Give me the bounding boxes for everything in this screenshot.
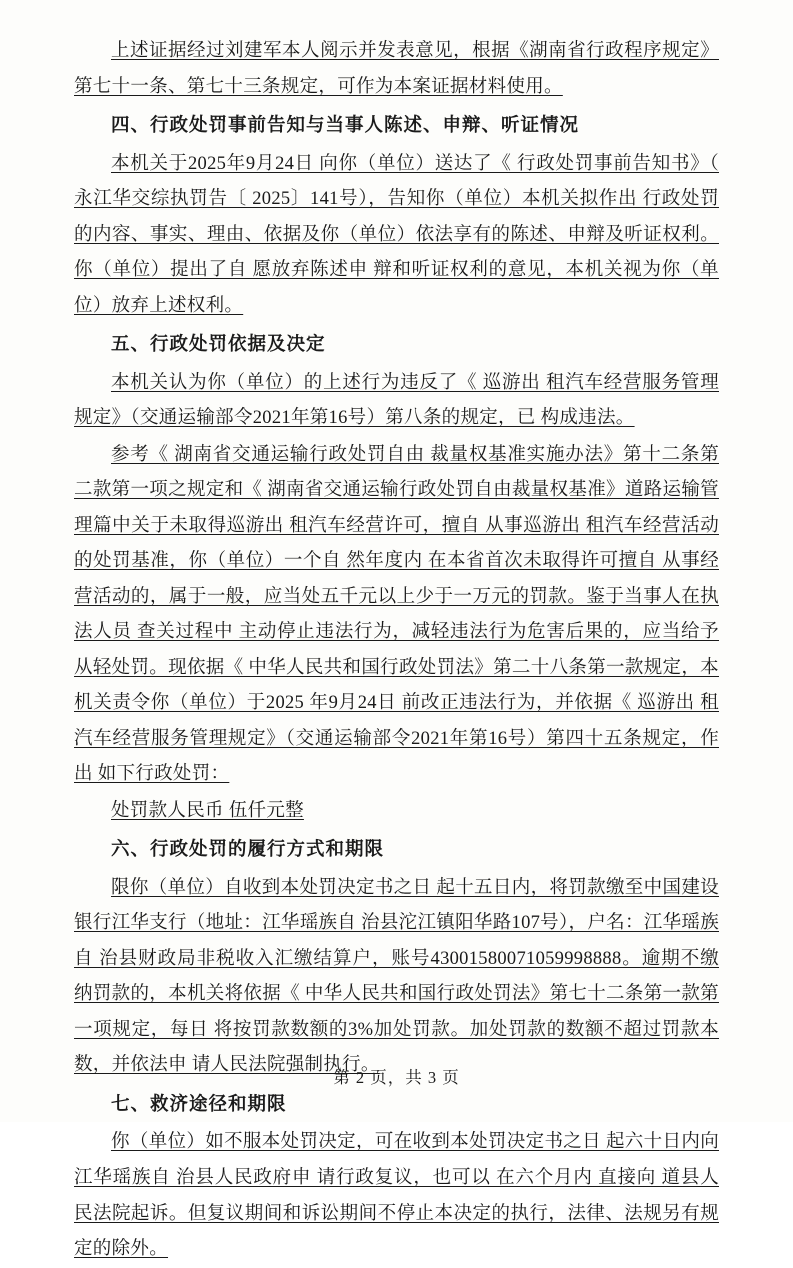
page-footer: 第 2 页，共 3 页 xyxy=(333,1068,460,1087)
heading-section-five: 五、行政处罚依据及决定 xyxy=(111,335,326,356)
paragraph-section-five-basis: 本机关认为你（单位）的上述行为违反了《 巡游出 租汽车经营服务管理规定》（交通运输部令2021年第16号）第八条的规定，已 构成违法。 xyxy=(74,372,719,429)
paragraph-evidence-confirmation: 上述证据经过刘建军本人阅示并发表意见，根据《湖南省行政程序规定》第七十一条、第七十三条规定，可作为本案证据材料使用。 xyxy=(74,41,719,97)
paragraph-penalty-amount: 处罚款人民币 伍仟元整 xyxy=(111,800,304,821)
paragraph-section-six-body: 限你（单位）自收到本处罚决定书之日 起十五日内，将罚款缴至中国建设银行江华支行（地址：江华瑶族自 治县沱江镇阳华路107号），户名：江华瑶族自 治县财政局非税收入汇缴结算户，账号43001580071059998888。逾期不缴纳罚款的，本机关将依据《 中华人民共和国行政处罚法》第七十二条第一款第一项规定，每日 将按罚款数额的3%加处罚款。加处罚款的数额不超过罚款本数，并依法申 请人民法院强制执行。 xyxy=(74,877,719,1076)
heading-section-six: 六、行政处罚的履行方式和期限 xyxy=(111,840,385,861)
paragraph-section-seven-body: 你（单位）如不服本处罚决定，可在收到本处罚决定书之日 起六十日内向江华瑶族自 治县人民政府申 请行政复议，也可以 在六个月内 直接向 道县人民法院起诉。但复议期间和诉讼期间不停止本决定的执行，法律、法规另有规定的除外。 xyxy=(74,1132,719,1260)
heading-section-seven: 七、救济途径和期限 xyxy=(111,1094,287,1115)
heading-section-four: 四、行政处罚事前告知与当事人陈述、申辩、听证情况 xyxy=(111,116,580,137)
paragraph-section-five-discretion: 参考《 湖南省交通运输行政处罚自由 裁量权基准实施办法》第十二条第二款第一项之规定和《 湖南省交通运输行政处罚自由裁量权基准》道路运输管理篇中关于未取得巡游出 租汽车经营许可，擅自 从事巡游出 租汽车经营活动的处罚基准，你（单位）一个自 然年度内 在本省首次未取得许可擅自 从事经营活动的，属于一般，应当处五千元以上少于一万元的罚款。鉴于当事人在执法人员 查关过程中 主动停止违法行为，减轻违法行为危害后果的，应当给予从轻处罚。现依据《 中华人民共和国行政处罚法》第二十八条第一款规定，本机关责令你（单位）于2025 年9月24日 前改正违法行为，并依据《 巡游出 租汽车经营服务管理规定》（交通运输部令2021年第16号）第四十五条规定，作出 如下行政处罚： xyxy=(74,444,719,785)
paragraph-section-four-body: 本机关于2025年9月24日 向你（单位）送达了《 行政处罚事前告知书》（ 永江华交综执罚告〔 2025〕141号），告知你（单位）本机关拟作出 行政处罚的内容、事实、理由、依据及你（单位）依法享有的陈述、申辩及听证权利。你（单位）提出了自 愿放弃陈述申 辩和听证权利的意见，本机关视为你（单位）放弃上述权利。 xyxy=(74,153,719,316)
